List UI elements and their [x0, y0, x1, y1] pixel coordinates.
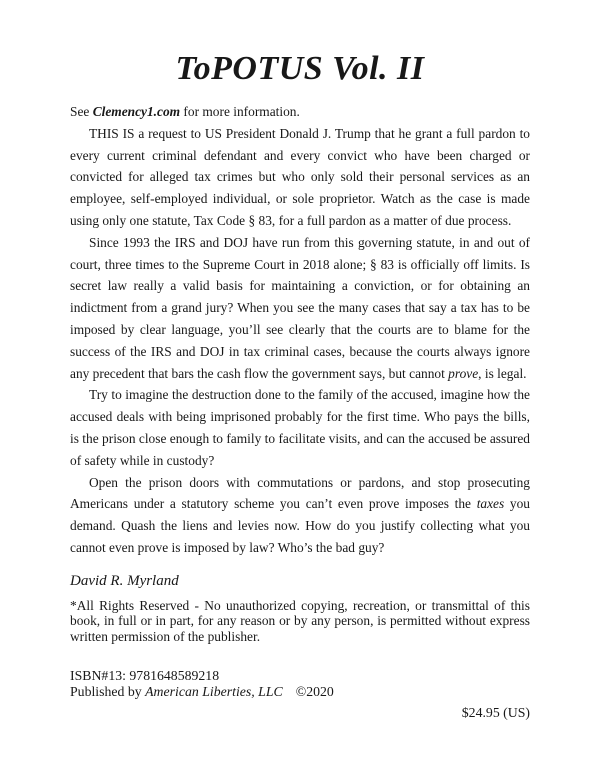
- rights-notice: *All Rights Reserved - No unauthorized copying, recreation, or transmittal of this book, in full or in part, for any reason or by any person, is permitted without express written permission of the publisher.: [70, 597, 530, 644]
- paragraph-pardon-request: THIS IS a request to US President Donald J. Trump that he grant a full pardon to every current criminal defendant and every convict who have been charged or convicted for alleged tax crimes but who only sold their personal services as an employee, self-employed individual, or sole proprietor. Watch as the case is made using only one statute, Tax Code § 83, for a full pardon as a matter of due process.: [70, 125, 530, 228]
- author-name: David R. Myrland: [70, 572, 179, 589]
- paragraph-imagine-destruction: Try to imagine the destruction done to the family of the accused, imagine how the accused deals with being imprisoned probably for the first time. Who pays the bills, is the prison close enough to family to facilitate visits, and can the accused be assured of safety while in custody?: [70, 387, 530, 468]
- website-line: [70, 101, 530, 123]
- paragraph-irs-doj-text: Since 1993 the IRS and DOJ have run from this governing statute, in and out of court, three times to the Supreme Court in 2018 alone; § 83 is officially off limits. Is secret law really a valid basis for maintaining a conviction, or for obtaining an indictment from a grand jury? When you see the many cases that say a tax has to be imposed by clear language, you’ll see clearly that the courts are to blame for the success of the IRS and DOJ in tax criminal cases, because the courts always ignore any precedent that bars the cash flow the government says, but cannot: [70, 234, 530, 381]
- website-line-suffix: for more information.: [180, 104, 300, 119]
- publisher-name: American Liberties, LLC: [145, 683, 283, 699]
- paragraph-irs-doj-end: , is legal.: [478, 365, 527, 381]
- isbn-line: ISBN#13: 9781648589218: [70, 667, 220, 683]
- paragraph-open-prison-doors: [70, 472, 530, 559]
- website-line-prefix: See: [70, 104, 93, 119]
- paragraph-irs-doj: [70, 232, 530, 385]
- emphasis-taxes: taxes: [476, 496, 505, 512]
- body-text: [70, 101, 530, 721]
- emphasis-prove: prove: [448, 365, 479, 381]
- price: $24.95 (US): [461, 704, 530, 720]
- publisher-line: [70, 684, 530, 700]
- page-title: ToPOTUS Vol. II: [175, 50, 425, 87]
- paragraph-open-doors-text: Open the prison doors with commutations or pardons, and stop prosecuting Americans under a statutory scheme you can’t even prove imposes the: [70, 474, 530, 512]
- copyright-year: ©2020: [295, 683, 334, 699]
- website-url: Clemency1.com: [92, 104, 181, 119]
- paragraph-open-doors-end: you demand. Quash the liens and levies now. How do you justify collecting what you cannot even prove is imposed by law? Who’s the bad guy?: [70, 496, 530, 555]
- published-by-label: Published by: [70, 683, 146, 699]
